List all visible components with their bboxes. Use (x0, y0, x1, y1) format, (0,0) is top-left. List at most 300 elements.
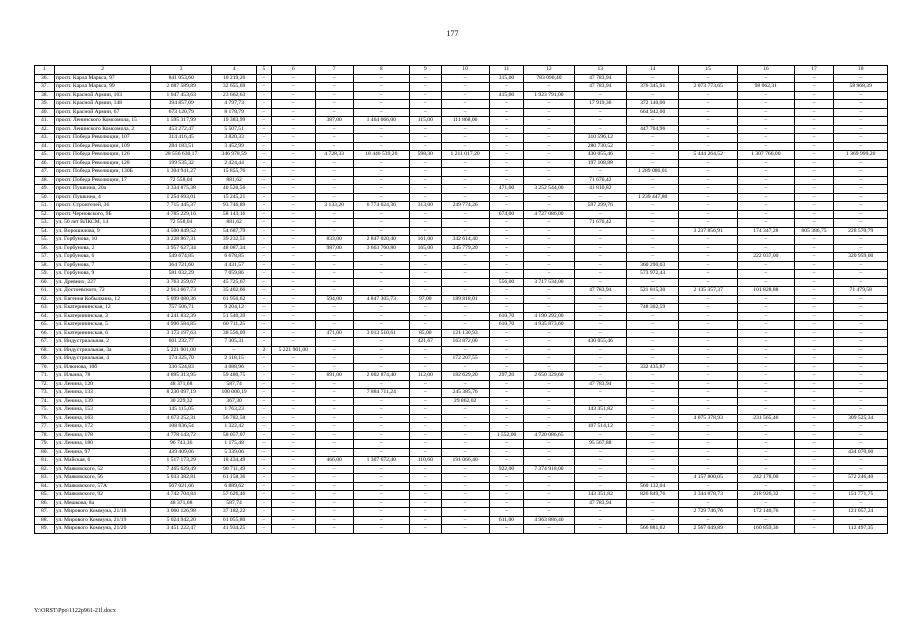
value-cell: 1 307 672,40 (353, 457, 410, 466)
value-cell: 5 339,06 (212, 448, 257, 457)
value-cell: – (834, 346, 888, 355)
value-cell: – (834, 142, 888, 151)
value-cell: – (626, 448, 678, 457)
header-row (35, 66, 888, 75)
value-cell: – (794, 193, 834, 202)
address-cell: просп. Карла Маркса, 99 (54, 83, 150, 92)
value-cell: – (738, 210, 795, 219)
value-cell: – (489, 295, 524, 304)
value-cell: – (489, 83, 524, 92)
value-cell: – (574, 525, 626, 534)
address-cell: ул. Ленина, 163 (54, 414, 150, 423)
value-cell: 143 351,82 (574, 491, 626, 500)
value-cell: – (679, 236, 738, 245)
value-cell: 5 099 080,36 (151, 295, 212, 304)
value-cell: 297,20 (489, 372, 524, 381)
value-cell: – (794, 414, 834, 423)
value-cell: – (738, 346, 795, 355)
value-cell: – (679, 219, 738, 228)
value-cell: – (794, 329, 834, 338)
row-number: 89. (35, 525, 55, 534)
value-cell: – (626, 389, 678, 398)
value-cell: – (353, 355, 410, 364)
value-cell: – (574, 168, 626, 177)
value-cell: – (524, 270, 574, 279)
value-cell: – (353, 321, 410, 330)
value-cell: – (834, 74, 888, 83)
value-cell: – (257, 414, 272, 423)
value-cell: – (626, 74, 678, 83)
value-cell: 2 847 020,40 (353, 236, 410, 245)
address-cell: просп. Победа Революции, 17 (54, 176, 150, 185)
address-cell: просп. Победа Революции, 109 (54, 142, 150, 151)
value-cell: – (410, 346, 441, 355)
value-cell: – (257, 389, 272, 398)
column-header-17: 17 (794, 66, 834, 75)
value-cell: 160 859,36 (738, 525, 795, 534)
value-cell: – (524, 457, 574, 466)
value-cell: – (834, 465, 888, 474)
value-cell: – (489, 168, 524, 177)
data-table (34, 65, 888, 534)
value-cell: – (353, 482, 410, 491)
value-cell: – (315, 210, 353, 219)
value-cell: – (574, 482, 626, 491)
value-cell: – (574, 278, 626, 287)
value-cell: – (679, 159, 738, 168)
value-cell: – (271, 389, 315, 398)
table-row (35, 117, 888, 126)
value-cell: – (353, 474, 410, 483)
table-row (35, 372, 888, 381)
value-cell: – (738, 338, 795, 347)
row-number: 43. (35, 134, 55, 143)
value-cell: – (441, 193, 489, 202)
value-cell: 4 157 800,05 (679, 474, 738, 483)
table-row (35, 440, 888, 449)
value-cell: – (353, 270, 410, 279)
table-row (35, 304, 888, 313)
value-cell: – (738, 465, 795, 474)
value-cell: – (679, 363, 738, 372)
value-cell: – (257, 193, 272, 202)
value-cell: – (257, 185, 272, 194)
value-cell: – (271, 465, 315, 474)
value-cell: 3 663 760,80 (353, 244, 410, 253)
value-cell: – (271, 244, 315, 253)
table-row (35, 159, 888, 168)
value-cell: 471,00 (315, 329, 353, 338)
value-cell: 4 088,96 (212, 363, 257, 372)
value-cell: – (626, 423, 678, 432)
value-cell: 199 535,32 (151, 159, 212, 168)
value-cell: 242 178,00 (738, 474, 795, 483)
value-cell: 430 055,46 (574, 151, 626, 160)
table-row (35, 346, 888, 355)
value-cell: – (257, 83, 272, 92)
value-cell: 3 237 856,91 (679, 227, 738, 236)
value-cell: – (834, 338, 888, 347)
address-cell: просп. Карла Маркса, 97 (54, 74, 150, 83)
value-cell: 360 290,03 (626, 261, 678, 270)
value-cell: 6 678,85 (212, 253, 257, 262)
value-cell: – (315, 338, 353, 347)
row-number: 79. (35, 440, 55, 449)
value-cell: 447 764,96 (626, 125, 678, 134)
value-cell: 60 711,25 (212, 321, 257, 330)
table-row (35, 261, 888, 270)
value-cell: 587,74 (212, 499, 257, 508)
value-cell: 5 507,51 (212, 125, 257, 134)
table-row (35, 219, 888, 228)
value-cell: – (410, 414, 441, 423)
value-cell: – (489, 270, 524, 279)
value-cell: – (257, 142, 272, 151)
value-cell: – (315, 253, 353, 262)
value-cell: 143 351,82 (574, 406, 626, 415)
value-cell: 5 221 901,00 (151, 346, 212, 355)
value-cell: 39 232,51 (212, 236, 257, 245)
value-cell: – (257, 219, 272, 228)
address-cell: просп. Победа Революции, 107 (54, 134, 150, 143)
value-cell: – (257, 202, 272, 211)
value-cell: – (794, 346, 834, 355)
value-cell: – (489, 244, 524, 253)
value-cell: – (524, 168, 574, 177)
value-cell: – (257, 278, 272, 287)
table-row (35, 236, 888, 245)
table-row (35, 355, 888, 364)
value-cell: 97,00 (410, 295, 441, 304)
value-cell: 100 000,19 (212, 389, 257, 398)
value-cell: – (524, 440, 574, 449)
value-cell: – (794, 321, 834, 330)
value-cell: – (315, 516, 353, 525)
value-cell: 121 057,24 (834, 508, 888, 517)
value-cell: 218 926,32 (738, 491, 795, 500)
value-cell: – (524, 499, 574, 508)
value-cell: – (574, 346, 626, 355)
value-cell: – (489, 499, 524, 508)
value-cell: – (834, 372, 888, 381)
value-cell: – (679, 338, 738, 347)
value-cell: 3 334 875,38 (151, 185, 212, 194)
value-cell: – (574, 270, 626, 279)
address-cell: просп. Красной Армии, 148 (54, 100, 150, 109)
value-cell: 332 435,87 (626, 363, 678, 372)
value-cell: – (489, 151, 524, 160)
value-cell: – (410, 261, 441, 270)
value-cell: – (574, 227, 626, 236)
value-cell: – (315, 414, 353, 423)
value-cell: – (679, 304, 738, 313)
value-cell: – (257, 508, 272, 517)
value-cell: – (834, 108, 888, 117)
value-cell: – (679, 440, 738, 449)
column-header-14: 14 (626, 66, 678, 75)
table-row (35, 482, 888, 491)
value-cell: – (271, 329, 315, 338)
table-row (35, 516, 888, 525)
value-cell: – (489, 525, 524, 534)
column-header-11: 11 (489, 66, 524, 75)
column-header-2: 2 (54, 66, 150, 75)
value-cell: – (834, 219, 888, 228)
value-cell: – (574, 414, 626, 423)
value-cell: 4 727 086,00 (524, 210, 574, 219)
value-cell: – (626, 414, 678, 423)
value-cell: – (794, 465, 834, 474)
value-cell: – (679, 346, 738, 355)
value-cell: – (524, 397, 574, 406)
value-cell: – (574, 210, 626, 219)
value-cell: 47 783,94 (574, 83, 626, 92)
address-cell: ул. Ленина, 133 (54, 389, 150, 398)
value-cell: 7 884 711,24 (353, 389, 410, 398)
value-cell: – (574, 236, 626, 245)
value-cell: – (257, 261, 272, 270)
value-cell: – (524, 261, 574, 270)
value-cell: 376 345,91 (626, 83, 678, 92)
value-cell: – (315, 74, 353, 83)
value-cell: – (794, 176, 834, 185)
address-cell: просп. Строителей, 36 (54, 202, 150, 211)
row-number: 39. (35, 100, 55, 109)
value-cell: – (834, 380, 888, 389)
value-cell: – (574, 465, 626, 474)
value-cell: 310 596,12 (574, 134, 626, 143)
value-cell: – (794, 270, 834, 279)
value-cell: – (738, 329, 795, 338)
value-cell: – (626, 312, 678, 321)
value-cell: – (794, 372, 834, 381)
value-cell: – (410, 491, 441, 500)
value-cell: – (271, 406, 315, 415)
table-row (35, 253, 888, 262)
value-cell: – (353, 338, 410, 347)
value-cell: 108 836,54 (151, 423, 212, 432)
value-cell: – (315, 491, 353, 500)
row-number: 41. (35, 117, 55, 126)
value-cell: 2 687 589,89 (151, 83, 212, 92)
value-cell: – (271, 355, 315, 364)
value-cell: 121 130,93 (441, 329, 489, 338)
address-cell: ул. Мешкова, 8а (54, 499, 150, 508)
value-cell: 47 783,94 (574, 499, 626, 508)
row-number: 46. (35, 159, 55, 168)
value-cell: – (271, 516, 315, 525)
value-cell: – (738, 312, 795, 321)
value-cell: – (271, 431, 315, 440)
address-cell: просп. Красной Армии, 103 (54, 91, 150, 100)
value-cell: – (738, 431, 795, 440)
value-cell: 41 810,82 (574, 185, 626, 194)
value-cell: – (489, 355, 524, 364)
value-cell: 394 857,09 (151, 100, 212, 109)
value-cell: – (679, 176, 738, 185)
value-cell: – (315, 168, 353, 177)
value-cell: – (271, 193, 315, 202)
value-cell: 3 763 259,67 (151, 278, 212, 287)
value-cell: 673 120,79 (151, 108, 212, 117)
value-cell: – (410, 134, 441, 143)
value-cell: – (626, 474, 678, 483)
value-cell: – (626, 295, 678, 304)
row-number: 57. (35, 253, 55, 262)
value-cell: – (441, 261, 489, 270)
value-cell: – (524, 414, 574, 423)
value-cell: – (315, 193, 353, 202)
value-cell: – (626, 380, 678, 389)
value-cell: 48 371,68 (151, 499, 212, 508)
value-cell: – (489, 117, 524, 126)
row-number: 61. (35, 287, 55, 296)
value-cell: 197 108,88 (574, 159, 626, 168)
value-cell: – (834, 185, 888, 194)
value-cell: – (257, 329, 272, 338)
value-cell: – (271, 117, 315, 126)
value-cell: – (834, 270, 888, 279)
row-number: 73. (35, 389, 55, 398)
value-cell: – (834, 278, 888, 287)
value-cell: 47 783,94 (574, 287, 626, 296)
value-cell: – (834, 304, 888, 313)
value-cell: – (271, 380, 315, 389)
value-cell: – (489, 414, 524, 423)
value-cell: – (410, 423, 441, 432)
value-cell: – (738, 185, 795, 194)
address-cell: ул. Екатерининская, 12 (54, 304, 150, 313)
value-cell: – (315, 227, 353, 236)
value-cell: – (410, 185, 441, 194)
value-cell: – (441, 321, 489, 330)
value-cell: – (410, 91, 441, 100)
value-cell: – (679, 270, 738, 279)
value-cell: – (271, 270, 315, 279)
value-cell: 833,00 (315, 236, 353, 245)
value-cell: – (353, 304, 410, 313)
address-cell: ул. Индустриальная, 3а (54, 346, 150, 355)
value-cell: – (524, 406, 574, 415)
value-cell: 58 143,16 (212, 210, 257, 219)
value-cell: 4 742 704,84 (151, 491, 212, 500)
value-cell: – (574, 457, 626, 466)
address-cell: просп. Победа Революции, 126 (54, 151, 150, 160)
value-cell: – (315, 134, 353, 143)
value-cell: – (489, 482, 524, 491)
value-cell: – (271, 253, 315, 262)
value-cell: 5 221 901,00 (271, 346, 315, 355)
value-cell: – (626, 338, 678, 347)
row-number: 44. (35, 142, 55, 151)
value-cell: – (441, 414, 489, 423)
value-cell: 28 556 630,17 (151, 151, 212, 160)
value-cell: 466,00 (315, 457, 353, 466)
value-cell: – (794, 108, 834, 117)
value-cell: – (626, 457, 678, 466)
row-number: 53. (35, 219, 55, 228)
value-cell: – (353, 91, 410, 100)
value-cell: 320 959,00 (834, 253, 888, 262)
value-cell: 611,00 (489, 516, 524, 525)
value-cell: 72 558,04 (151, 219, 212, 228)
value-cell: 415,00 (489, 91, 524, 100)
value-cell: – (315, 83, 353, 92)
value-cell: 4 431,57 (212, 261, 257, 270)
value-cell: – (738, 91, 795, 100)
value-cell: – (738, 142, 795, 151)
value-cell: 3 451 222,47 (151, 525, 212, 534)
value-cell: – (626, 431, 678, 440)
table-row (35, 329, 888, 338)
value-cell: – (794, 74, 834, 83)
value-cell: 674,00 (489, 210, 524, 219)
value-cell: 61 956,62 (212, 295, 257, 304)
value-cell: – (489, 236, 524, 245)
value-cell: – (489, 253, 524, 262)
value-cell: – (524, 474, 574, 483)
value-cell: 1 517 173,29 (151, 457, 212, 466)
value-cell: – (738, 74, 795, 83)
value-cell: – (257, 312, 272, 321)
value-cell: – (524, 355, 574, 364)
value-cell: – (441, 253, 489, 262)
value-cell: 4 241 832,39 (151, 312, 212, 321)
value-cell: – (441, 227, 489, 236)
row-number: 55. (35, 236, 55, 245)
value-cell: – (794, 431, 834, 440)
value-cell: – (410, 431, 441, 440)
row-number: 60. (35, 278, 55, 287)
value-cell: – (315, 363, 353, 372)
value-cell: – (679, 134, 738, 143)
address-cell: ул. Индустриальная, 2 (54, 338, 150, 347)
value-cell: – (834, 295, 888, 304)
value-cell: – (679, 295, 738, 304)
value-cell: 93 746,89 (212, 202, 257, 211)
value-cell: – (271, 525, 315, 534)
value-cell: 364 721,60 (151, 261, 212, 270)
value-cell: 284 183,51 (151, 142, 212, 151)
value-cell: 7 715 445,37 (151, 202, 212, 211)
value-cell: – (834, 159, 888, 168)
table-row (35, 125, 888, 134)
value-cell: 434 070,00 (834, 448, 888, 457)
value-cell: – (441, 508, 489, 517)
value-cell: – (410, 142, 441, 151)
value-cell: – (679, 465, 738, 474)
value-cell: 45 725,67 (212, 278, 257, 287)
value-cell: – (738, 168, 795, 177)
value-cell: – (574, 193, 626, 202)
value-cell: 367,30 (212, 397, 257, 406)
value-cell: – (834, 329, 888, 338)
value-cell: – (353, 406, 410, 415)
address-cell: ул. 50 лет ВЛКСМ, 14 (54, 219, 150, 228)
value-cell: 2 650 329,60 (524, 372, 574, 381)
value-cell: – (626, 406, 678, 415)
value-cell: – (679, 253, 738, 262)
value-cell: – (410, 465, 441, 474)
value-cell: 2 118,15 (212, 355, 257, 364)
value-cell: – (353, 363, 410, 372)
value-cell: – (738, 134, 795, 143)
value-cell: – (738, 100, 795, 109)
table-row (35, 176, 888, 185)
value-cell: 19 383,99 (212, 117, 257, 126)
value-cell: – (574, 389, 626, 398)
value-cell: 1 322,42 (212, 423, 257, 432)
